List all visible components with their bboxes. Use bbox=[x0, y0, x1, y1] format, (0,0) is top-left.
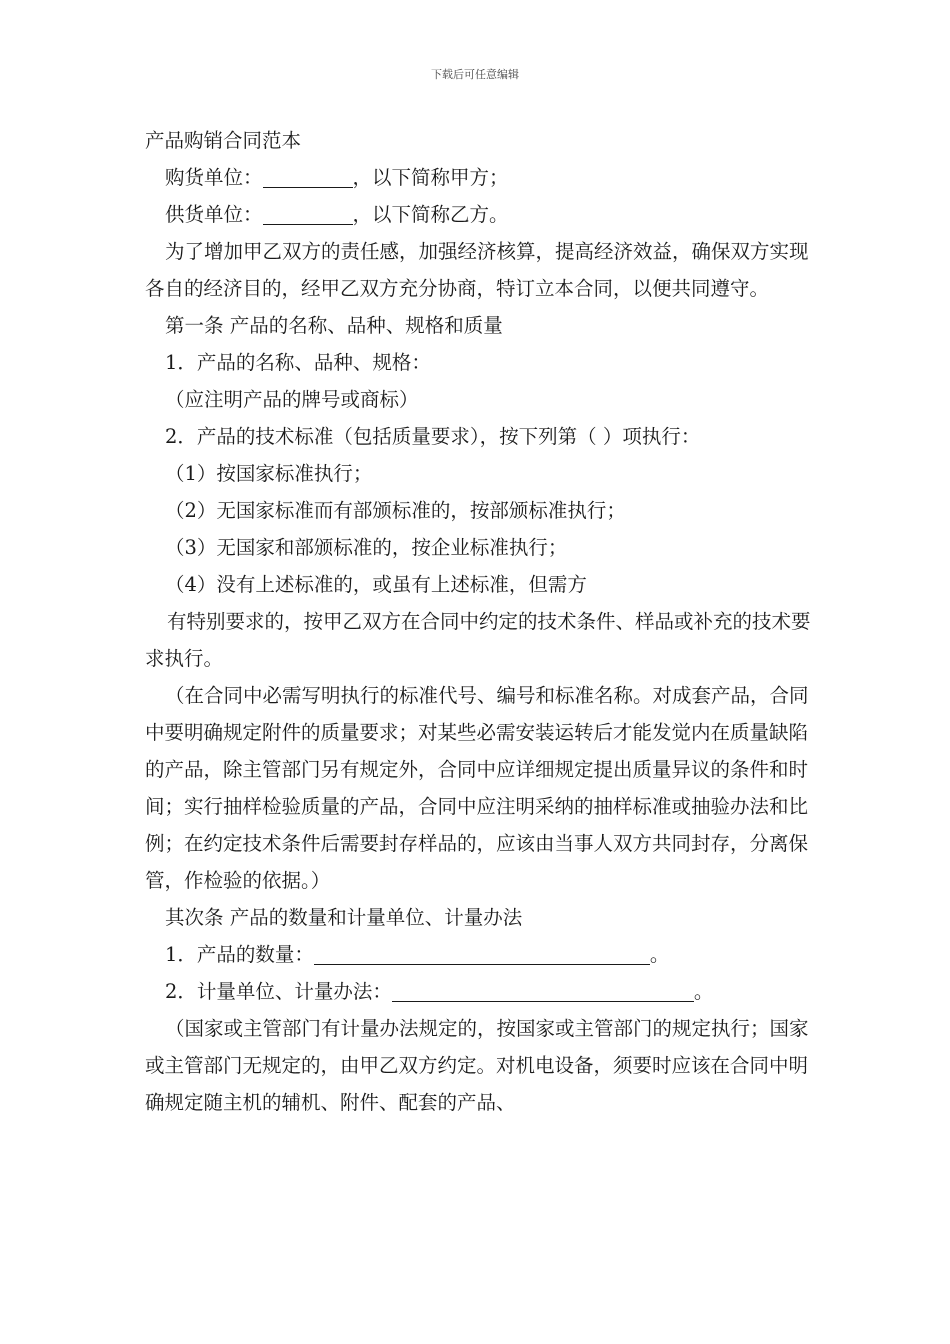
seller-blank bbox=[263, 202, 353, 225]
quantity-label: 1．产品的数量： bbox=[165, 943, 314, 966]
buyer-blank bbox=[263, 165, 353, 188]
article-1-option-4-continued: 有特别要求的，按甲乙双方在合同中约定的技术条件、样品或补充的技术要求执行。 bbox=[145, 610, 811, 670]
article-1-title: 第一条 产品的名称、品种、规格和质量 bbox=[165, 314, 503, 337]
seller-suffix: ，以下简称乙方。 bbox=[352, 203, 509, 226]
seller-line bbox=[145, 196, 813, 233]
article-1-option-2: （2）无国家标准而有部颁标准的，按部颁标准执行； bbox=[165, 499, 626, 522]
buyer-label: 购货单位： bbox=[165, 166, 263, 189]
quantity-suffix: 。 bbox=[649, 943, 670, 966]
article-2-item-2 bbox=[145, 973, 813, 1010]
measure-blank bbox=[392, 979, 694, 1002]
article-2-note: （国家或主管部门有计量办法规定的，按国家或主管部门的规定执行；国家或主管部门无规定的，由甲乙双方约定。对机电设备，须要时应该在合同中明确规定随主机的辅机、附件、配套的产品、 bbox=[145, 1017, 809, 1114]
quantity-blank bbox=[314, 942, 650, 965]
contract-body bbox=[145, 122, 813, 1121]
measure-suffix: 。 bbox=[693, 980, 714, 1003]
measure-label: 2．计量单位、计量办法： bbox=[165, 980, 392, 1003]
buyer-suffix: ，以下简称甲方； bbox=[352, 166, 509, 189]
seller-label: 供货单位： bbox=[165, 203, 263, 226]
article-1-item-1: 1．产品的名称、品种、规格： bbox=[165, 351, 431, 374]
article-1-note: （在合同中必需写明执行的标准代号、编号和标准名称。对成套产品，合同中要明确规定附件的质量要求；对某些必需安装运转后才能发觉内在质量缺陷的产品，除主管部门另有规定外，合同中应详细规定提出质量异议的条件和时间；实行抽样检验质量的产品，合同中应注明采纳的抽样标准或抽验办法和比例；在约定技术条件后需要封存样品的，应该由当事人双方共同封存，分离保管，作检验的依据。） bbox=[145, 684, 809, 892]
article-1-option-4: （4）没有上述标准的，或虽有上述标准，但需方 bbox=[165, 573, 587, 596]
article-1-option-1: （1）按国家标准执行； bbox=[165, 462, 373, 485]
document-title: 产品购销合同范本 bbox=[145, 129, 302, 152]
article-1-item-2: 2．产品的技术标准（包括质量要求），按下列第（ ）项执行： bbox=[165, 425, 701, 448]
article-2-title: 其次条 产品的数量和计量单位、计量办法 bbox=[165, 906, 523, 929]
buyer-line bbox=[145, 159, 813, 196]
header-note: 下载后可任意编辑 bbox=[431, 68, 519, 81]
article-1-item-1-note: （应注明产品的牌号或商标） bbox=[165, 388, 419, 411]
intro-paragraph: 为了增加甲乙双方的责任感，加强经济核算，提高经济效益，确保双方实现各自的经济目的，经甲乙双方充分协商，特订立本合同，以便共同遵守。 bbox=[145, 240, 809, 300]
article-2-item-1 bbox=[145, 936, 813, 973]
article-1-option-3: （3）无国家和部颁标准的，按企业标准执行； bbox=[165, 536, 568, 559]
